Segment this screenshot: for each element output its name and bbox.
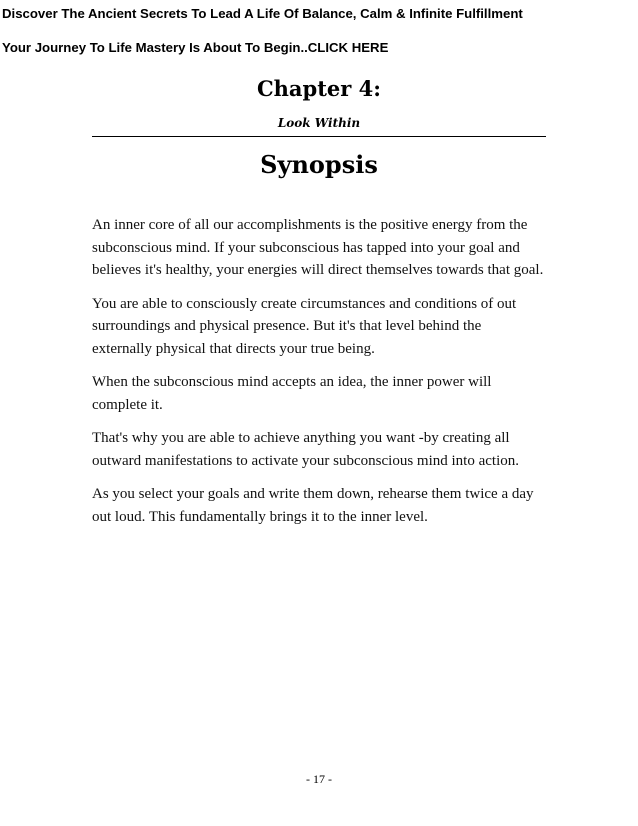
page-number: - 17 - (306, 772, 332, 786)
paragraph: When the subconscious mind accepts an idea, the inner power will complete it. (92, 374, 492, 413)
chapter-divider (92, 136, 546, 137)
paragraph: As you select your goals and write them down, rehearse them twice a day out loud. This fundamentally brings it to the inner level. (92, 486, 534, 525)
promo-banner-cta-link[interactable]: Your Journey To Life Mastery Is About To Begin..CLICK HERE (2, 40, 389, 55)
promo-banner-headline: Discover The Ancient Secrets To Lead A Life Of Balance, Calm & Infinite Fulfillment (2, 6, 523, 21)
section-heading: Synopsis (260, 150, 378, 179)
chapter-title: Chapter 4: (256, 76, 382, 101)
chapter-subtitle: Look Within (277, 116, 361, 130)
paragraph: You are able to consciously create circumstances and conditions of out surroundings and physical presence. But it's that level behind the externally physical that directs your true being. (92, 295, 517, 357)
paragraph: That's why you are able to achieve anything you want -by creating all outward manifestations to activate your subconscious mind into action. (92, 430, 519, 469)
paragraph: An inner core of all our accomplishments is the positive energy from the subconscious mind. If your subconscious has tapped into your goal and believes it's healthy, your energies will direct themselves towards that goal. (92, 217, 544, 278)
synopsis-body (92, 214, 544, 539)
